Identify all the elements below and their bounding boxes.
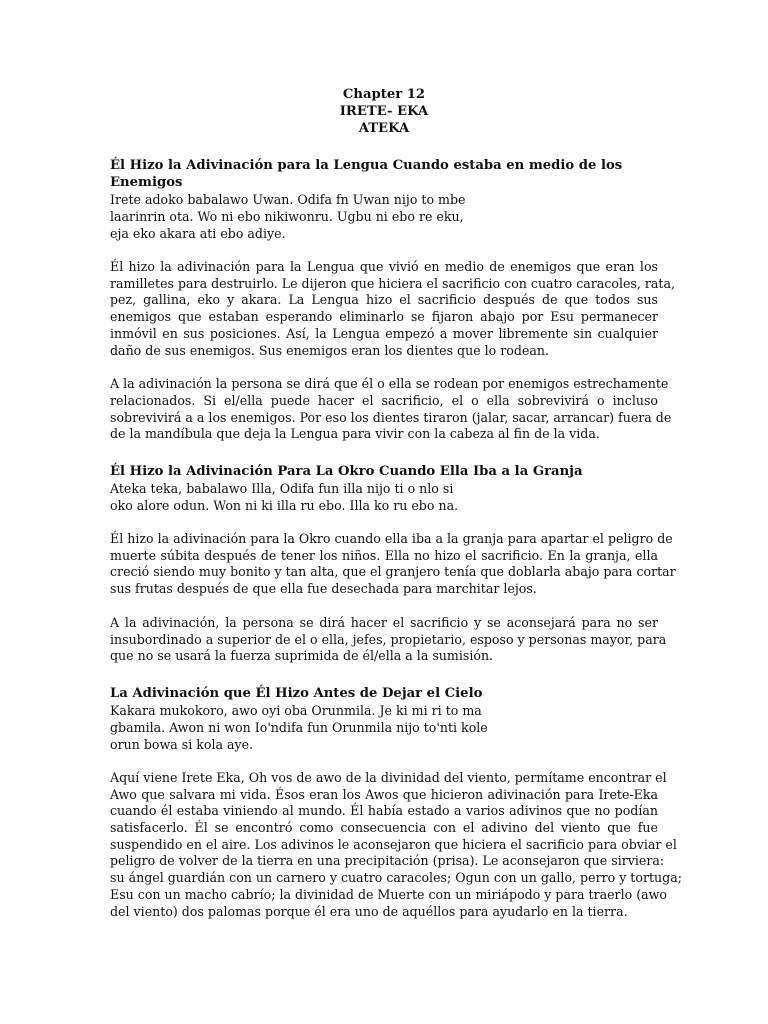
chapter-number: Chapter 12 — [342, 87, 426, 102]
section-title: La Adivinación que Él Hizo Antes de Dejar el Cielo — [110, 685, 483, 701]
paragraph-line: muerte súbita después de tener los niños. Ella no hizo el sacrificio. En la granja, ella — [110, 547, 658, 563]
paragraph-line: ramilletes para destruirlo. Le dijeron que hiciera el sacrificio con cuatro caracoles, rata, — [110, 275, 676, 291]
paragraph-line: satisfacerlo. Él se encontró como consecuencia con el adivino del viento que fue — [110, 820, 658, 836]
verse-line: oko alore odun. Won ni ki illa ru ebo. Illa ko ru ebo na. — [110, 498, 459, 514]
paragraph — [110, 769, 682, 920]
paragraph-line: Esu con un macho cabrío; la divinidad de Muerte con un miriápodo y para traerlo (awo — [110, 886, 667, 902]
paragraph — [110, 531, 676, 598]
paragraph-line: A la adivinación, la persona se dirá hacer el sacrificio y se aconsejará para no ser — [110, 614, 658, 630]
paragraph-line: Él hizo la adivinación para la Lengua que vivió en medio de enemigos que eran los — [110, 259, 658, 274]
paragraph-line: A la adivinación la persona se dirá que él o ella se rodean por enemigos estrechamente — [110, 376, 669, 392]
paragraph-line: suspendido en el aire. Los adivinos le aconsejaron que hiciera el sacrificio para obviar el — [110, 836, 677, 852]
paragraph-line: daño de sus enemigos. Sus enemigos eran los dientes que lo rodean. — [110, 342, 550, 358]
chapter-header — [110, 86, 658, 137]
paragraph — [110, 259, 676, 359]
section — [110, 463, 676, 665]
paragraph — [110, 614, 667, 665]
section-title: Él Hizo la Adivinación para la Lengua Cuando estaba en medio de los Enemigos — [110, 158, 623, 190]
paragraph-line: que no se usará la fuerza suprimida de él/ella a la sumisión. — [110, 648, 494, 664]
verse-line: Irete adoko babalawo Uwan. Odifa fn Uwan nijo to mbe — [110, 192, 466, 207]
paragraph-line: Awo que salvara mi vida. Ésos eran los Awos que hicieron adivinación para Irete-Eka — [110, 786, 658, 802]
paragraph-line: enemigos que estaban esperando eliminarlo se fijaron abajo por Esu permanecer — [110, 309, 658, 325]
section — [110, 157, 676, 443]
chapter-title: IRETE- EKA — [339, 104, 429, 119]
document-body — [110, 157, 682, 920]
verse-line: orun bowa si kola aye. — [110, 736, 254, 752]
paragraph-line: relacionados. Si el/ella puede hacer el sacrificio, el o ella sobrevivirá o incluso — [110, 392, 658, 408]
paragraph-line: de la mandíbula que deja la Lengua para vivir con la cabeza al fin de la vida. — [110, 426, 600, 442]
verse-block — [110, 480, 658, 514]
paragraph-line: cuando él estaba viniendo al mundo. Él había estado a varios adivinos que no podían — [110, 803, 658, 819]
paragraph-line: inmóvil en sus posiciones. Así, la Lengua empezó a mover libremente sin cualquier — [110, 325, 658, 341]
paragraph-line: su ángel guardián con un carnero y cuatro caracoles; Ogun con un gallo, perro y tortuga; — [110, 870, 682, 886]
section-title: Él Hizo la Adivinación Para La Okro Cuando Ella Iba a la Granja — [110, 464, 583, 480]
section — [110, 685, 682, 920]
paragraph — [110, 376, 672, 443]
verse-line: eja eko akara ati ebo adiye. — [110, 226, 286, 241]
paragraph-line: pez, gallina, eko y akara. La Lengua hizo el sacrificio después de que todos sus — [110, 292, 658, 308]
paragraph-line: Él hizo la adivinación para la Okro cuando ella iba a la granja para apartar el peligro de — [110, 531, 673, 547]
paragraph-line: sobrevivirá a a los enemigos. Por eso los dientes tiraron (jalar, sacar, arrancar) fuera de — [110, 409, 672, 425]
verse-line: Ateka teka, babalawo Illa, Odifa fun illa nijo ti o nlo si — [110, 481, 454, 497]
chapter-subtitle: ATEKA — [358, 121, 410, 136]
verse-line: gbamila. Awon ni won Io'ndifa fun Orunmila nijo to'nti kole — [110, 719, 488, 735]
verse-block — [110, 191, 658, 242]
verse-line: laarinrin ota. Wo ni ebo nikiwonru. Ugbu ni ebo re eku, — [110, 209, 464, 224]
paragraph-line: creció siendo muy bonito y tan alta, que el granjero tenía que doblarla abajo para cortar — [110, 564, 676, 580]
paragraph-line: insubordinado a superior de el o ella, jefes, propietario, esposo y personas mayor, para — [110, 631, 667, 647]
paragraph-line: Aquí viene Irete Eka, Oh vos de awo de la divinidad del viento, permítame encontrar el — [110, 769, 667, 785]
paragraph-line: peligro de volver de la tierra en una precipitación (prisa). Le aconsejaron que sirviera: — [110, 853, 665, 869]
verse-block — [110, 702, 658, 753]
paragraph-line: sus frutas después de que ella fue desechada para marchitar lejos. — [110, 581, 537, 597]
verse-line: Kakara mukokoro, awo oyi oba Orunmila. Je ki mi ri to ma — [110, 702, 482, 718]
paragraph-line: del viento) dos palomas porque él era uno de aquéllos para ayudarlo en la tierra. — [110, 903, 628, 919]
